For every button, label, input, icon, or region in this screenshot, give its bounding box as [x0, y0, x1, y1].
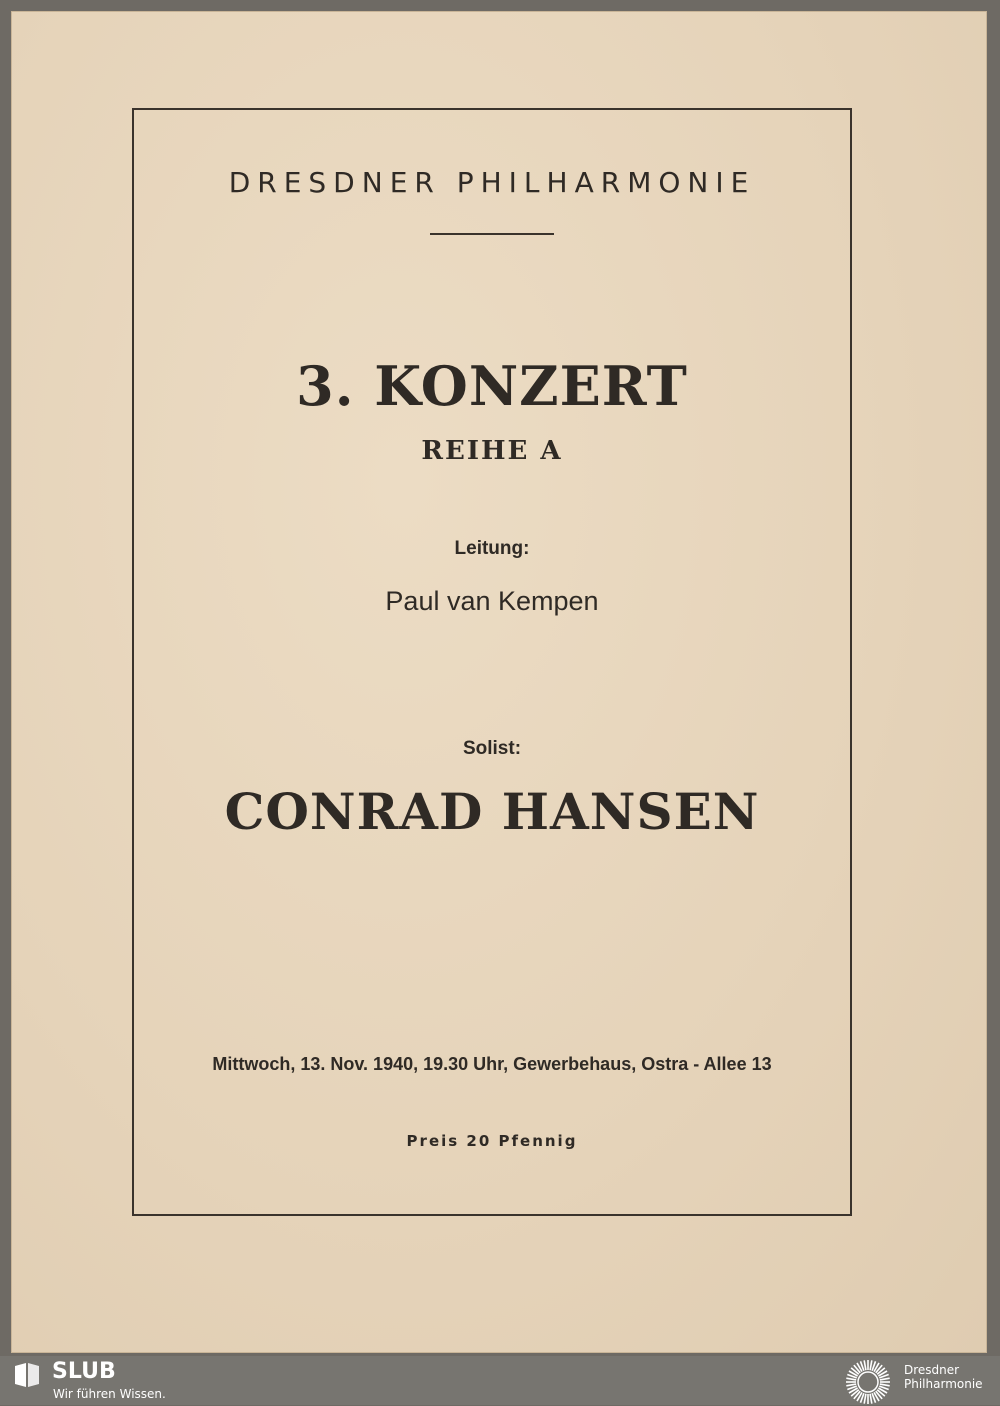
slub-name: SLUB [52, 1359, 116, 1384]
title-divider [430, 233, 554, 235]
soloist-label: Solist: [462, 738, 522, 759]
concert-title: 3. KONZERT [296, 354, 688, 418]
conductor-label: Leitung: [454, 538, 530, 559]
philharmonie-sunburst-logo[interactable] [842, 1358, 894, 1406]
footer-bar [0, 1356, 1000, 1405]
price-note: Preis 20 Pfennig [406, 1132, 578, 1150]
partner-name-line1: Dresdner [904, 1363, 960, 1377]
partner-name[interactable] [904, 1363, 983, 1391]
slub-book-icon [12, 1360, 42, 1390]
program-frame [132, 108, 852, 1216]
series-label: REIHE A [421, 436, 563, 466]
organization-title: DRESDNER PHILHARMONIE [228, 166, 756, 199]
conductor-name: Paul van Kempen [385, 586, 599, 616]
partner-name-line2: Philharmonie [904, 1377, 983, 1391]
slub-tagline: Wir führen Wissen. [53, 1387, 166, 1401]
program-sheet [12, 12, 986, 1352]
concert-details: Mittwoch, 13. Nov. 1940, 19.30 Uhr, Gewerbehaus, Ostra - Allee 13 [212, 1054, 772, 1074]
soloist-name: CONRAD HANSEN [224, 782, 760, 841]
